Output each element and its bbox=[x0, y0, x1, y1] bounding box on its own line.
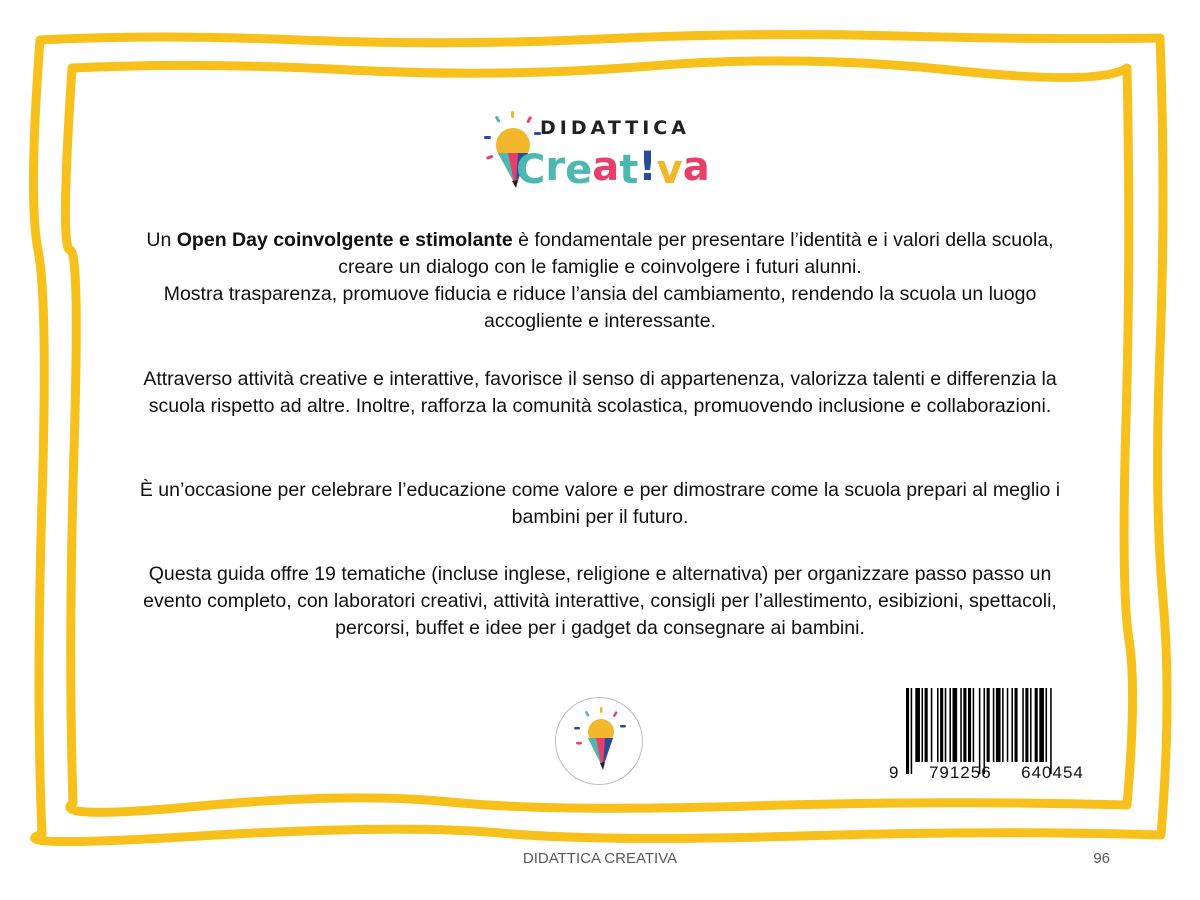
barcode-bar bbox=[1030, 688, 1032, 762]
barcode-group-1: 791256 bbox=[928, 763, 992, 782]
logo-title-text: DIDATTICA bbox=[540, 117, 690, 139]
logo-word bbox=[516, 140, 710, 192]
barcode-group-2: 640454 bbox=[1021, 763, 1084, 782]
logo-letter: e bbox=[565, 147, 593, 193]
paragraph-intro bbox=[120, 227, 1080, 335]
intro-second-sentence: Mostra trasparenza, promuove fiducia e riduce l’ansia del cambiamento, rendendo la scuola un luogo accogliente e interessante. bbox=[163, 283, 1037, 332]
barcode-bar bbox=[968, 688, 971, 762]
barcode-bar bbox=[911, 688, 913, 774]
logo-letter: ! bbox=[638, 144, 657, 190]
logo-letter: v bbox=[656, 147, 683, 193]
barcode-bar bbox=[906, 688, 909, 774]
lightbulb-pencil-icon bbox=[556, 698, 642, 784]
barcode-first-digit: 9 bbox=[889, 763, 900, 782]
barcode-bar bbox=[1022, 688, 1024, 762]
intro-lead: Un bbox=[146, 229, 177, 251]
barcode-bar bbox=[1011, 688, 1013, 762]
barcode-bar bbox=[953, 688, 958, 762]
barcode-bar bbox=[931, 688, 933, 762]
logo-letter: t bbox=[619, 147, 639, 193]
barcode-bar bbox=[922, 688, 924, 762]
barcode-bar bbox=[1035, 688, 1038, 762]
footer-title: DIDATTICA CREATIVA bbox=[522, 850, 678, 867]
circle-brand-logo bbox=[555, 697, 643, 785]
barcode-bar bbox=[915, 688, 920, 762]
logo-letter: a bbox=[592, 144, 620, 190]
barcode-bar bbox=[984, 688, 986, 774]
barcode-bar bbox=[945, 688, 947, 762]
page-number: 96 bbox=[1093, 850, 1110, 867]
logo-letter: C bbox=[516, 147, 546, 193]
barcode-bar bbox=[1015, 688, 1018, 762]
intro-bold-phrase: Open Day coinvolgente e stimolante bbox=[176, 229, 513, 251]
logo-letter: a bbox=[682, 144, 710, 190]
paragraph-occasion: È un’occasione per celebrare l’educazione come valore e per dimostrare come la scuola prepari al meglio i bambini per il futuro. bbox=[139, 479, 1061, 528]
barcode-number bbox=[889, 763, 1094, 783]
barcode-bar bbox=[987, 688, 990, 762]
barcode-bar bbox=[1002, 688, 1004, 762]
barcode-bar bbox=[979, 688, 981, 774]
barcode-bar bbox=[937, 688, 939, 762]
barcode-bar bbox=[1025, 688, 1028, 762]
barcode-bar bbox=[1039, 688, 1044, 762]
barcode-bar bbox=[993, 688, 995, 762]
intro-rest: è fondamentale per presentare l’identità e i valori della scuola, creare un dialogo con le famiglie e coinvolgere i futuri alunni. bbox=[338, 229, 1054, 278]
barcode-bar bbox=[996, 688, 1001, 762]
barcode-bar bbox=[940, 688, 943, 762]
paragraph-guide: Questa guida offre 19 tematiche (incluse inglese, religione e alternativa) per organizzare passo passo un evento completo, con laboratori creativi, attività interattive, consigli per l’allestimento, esibizioni, spettacoli, percorsi, buffet e idee per i gadget da consegnare ai bambini. bbox=[143, 563, 1057, 639]
barcode-bar bbox=[960, 688, 962, 762]
barcode-bar bbox=[925, 688, 928, 762]
barcode-bar bbox=[1046, 688, 1048, 762]
logo-letter: r bbox=[545, 144, 566, 190]
barcode-bar bbox=[949, 688, 951, 762]
paragraph-activities: Attraverso attività creative e interattive, favorisce il senso di appartenenza, valorizza talenti e differenzia la scuola rispetto ad altre. Inoltre, rafforza la comunità scolastica, promuovendo inclusione e collaborazioni. bbox=[143, 368, 1057, 417]
barcode-bar bbox=[1050, 688, 1052, 774]
barcode-bar bbox=[1007, 688, 1009, 762]
barcode-bar bbox=[973, 688, 975, 762]
barcode-bar bbox=[963, 688, 966, 762]
